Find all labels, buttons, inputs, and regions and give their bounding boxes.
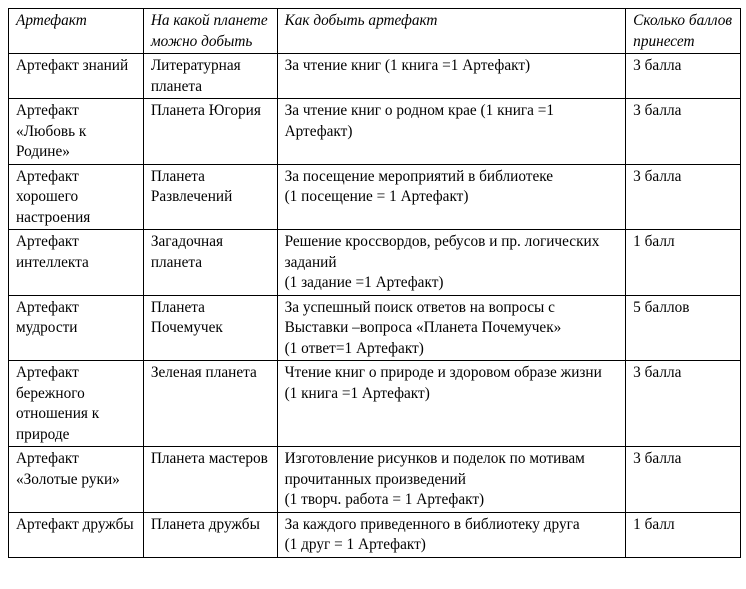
cell-how: За посещение мероприятий в библиотеке (1 посещение = 1 Артефакт) <box>277 164 626 230</box>
header-how: Как добыть артефакт <box>277 9 626 54</box>
cell-points: 1 балл <box>626 512 741 557</box>
cell-how: За каждого приведенного в библиотеку друга (1 друг = 1 Артефакт) <box>277 512 626 557</box>
cell-artifact: Артефакт бережного отношения к природе <box>9 361 144 447</box>
cell-planet: Планета дружбы <box>143 512 277 557</box>
cell-points: 3 балла <box>626 361 741 447</box>
cell-artifact: Артефакт интеллекта <box>9 230 144 296</box>
header-artifact: Артефакт <box>9 9 144 54</box>
cell-artifact: Артефакт мудрости <box>9 295 144 361</box>
cell-how: За чтение книг о родном крае (1 книга =1 Артефакт) <box>277 99 626 165</box>
cell-planet: Планета Почемучек <box>143 295 277 361</box>
cell-artifact: Артефакт «Любовь к Родине» <box>9 99 144 165</box>
table-row <box>9 230 741 296</box>
cell-planet: Планета Развлечений <box>143 164 277 230</box>
artifacts-table <box>8 8 741 558</box>
cell-points: 3 балла <box>626 54 741 99</box>
cell-artifact: Артефакт знаний <box>9 54 144 99</box>
cell-planet: Загадочная планета <box>143 230 277 296</box>
cell-points: 3 балла <box>626 99 741 165</box>
cell-points: 1 балл <box>626 230 741 296</box>
cell-planet: Планета мастеров <box>143 447 277 513</box>
cell-how: Решение кроссвордов, ребусов и пр. логических заданий (1 задание =1 Артефакт) <box>277 230 626 296</box>
cell-how: Изготовление рисунков и поделок по мотивам прочитанных произведений (1 творч. работа = 1 Артефакт) <box>277 447 626 513</box>
cell-artifact: Артефакт хорошего настроения <box>9 164 144 230</box>
table-row <box>9 361 741 447</box>
cell-artifact: Артефакт дружбы <box>9 512 144 557</box>
header-points: Сколько баллов принесет <box>626 9 741 54</box>
table-row <box>9 99 741 165</box>
cell-artifact: Артефакт «Золотые руки» <box>9 447 144 513</box>
cell-planet: Планета Югория <box>143 99 277 165</box>
cell-how: Чтение книг о природе и здоровом образе жизни (1 книга =1 Артефакт) <box>277 361 626 447</box>
cell-planet: Литературная планета <box>143 54 277 99</box>
header-planet: На какой планете можно добыть <box>143 9 277 54</box>
table-row <box>9 512 741 557</box>
table-row <box>9 447 741 513</box>
table-row <box>9 164 741 230</box>
table-row <box>9 295 741 361</box>
cell-planet: Зеленая планета <box>143 361 277 447</box>
cell-how: За успешный поиск ответов на вопросы с Выставки –вопроса «Планета Почемучек» (1 ответ=1 Артефакт) <box>277 295 626 361</box>
cell-points: 5 баллов <box>626 295 741 361</box>
cell-points: 3 балла <box>626 447 741 513</box>
cell-points: 3 балла <box>626 164 741 230</box>
table-header-row <box>9 9 741 54</box>
table-row <box>9 54 741 99</box>
cell-how: За чтение книг (1 книга =1 Артефакт) <box>277 54 626 99</box>
